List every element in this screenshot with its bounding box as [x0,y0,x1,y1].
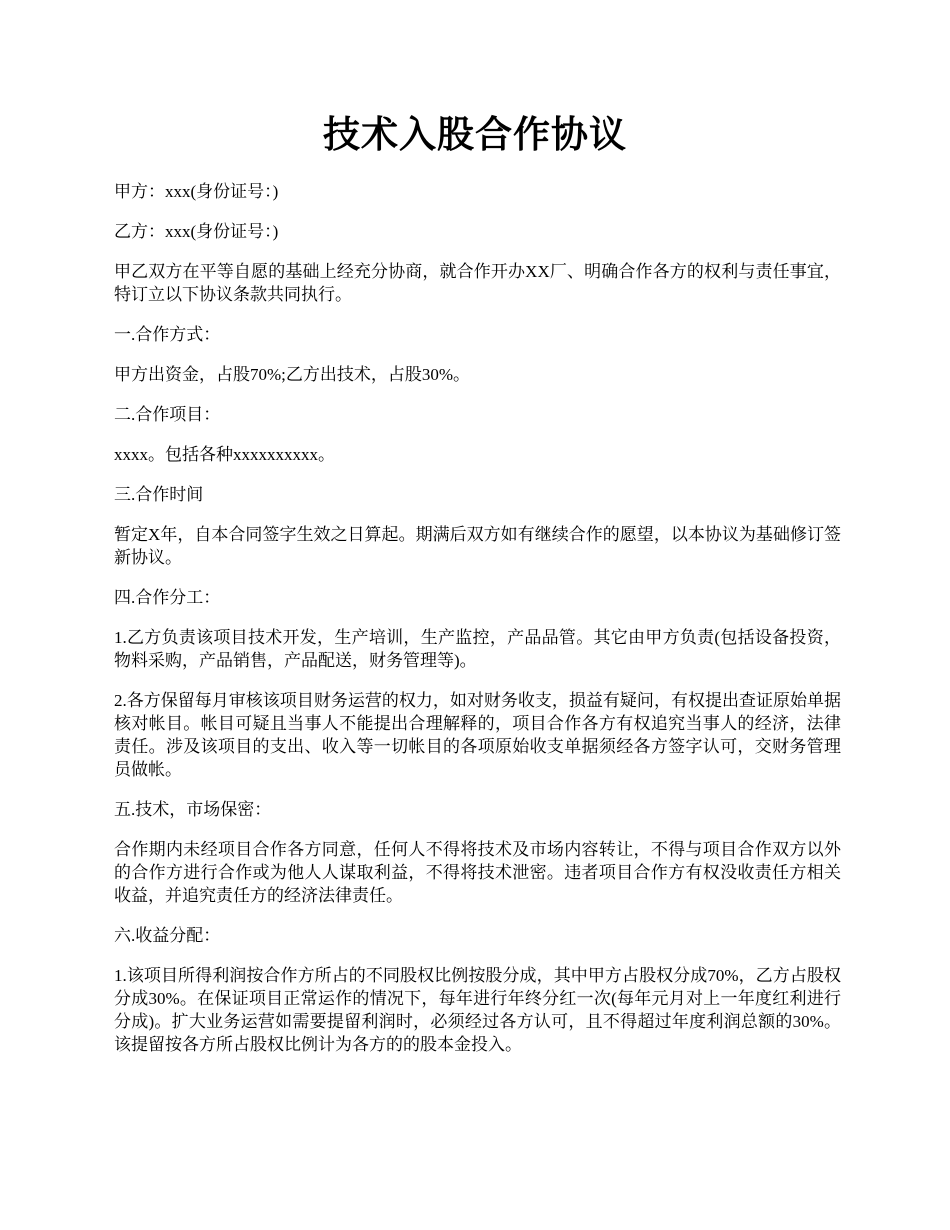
document-body [114,180,841,1073]
section-heading-5: 五.技术，市场保密： [114,800,272,819]
section-2-body: xxxx。包括各种xxxxxxxxxx。 [114,445,335,464]
preamble-paragraph: 甲乙双方在平等自愿的基础上经充分协商，就合作开办XX厂、明确合作各方的权利与责任事宜，特订立以下协议条款共同执行。 [114,262,841,304]
section-4-item-2: 2.各方保留每月审核该项目财务运营的权力，如对财务收支，损益有疑问，有权提出查证原始单据核对帐目。帐目可疑且当事人不能提出合理解释的，项目合作各方有权追究当事人的经济，法律责任。涉及该项目的支出、收入等一切帐目的各项原始收支单据须经各方签字认可，交财务管理员做帐。 [114,691,841,779]
section-4-item-1: 1.乙方负责该项目技术开发，生产培训，生产监控，产品品管。其它由甲方负责(包括设备投资，物料采购，产品销售，产品配送，财务管理等)。 [114,628,841,670]
section-5-body: 合作期内未经项目合作各方同意，任何人不得将技术及市场内容转让，不得与项目合作双方以外的合作方进行合作或为他人人谋取利益，不得将技术泄密。违者项目合作方有权没收责任方相关收益，并追究责任方的经济法律责任。 [114,840,841,905]
section-6-item-1: 1.该项目所得利润按合作方所占的不同股权比例按股分成，其中甲方占股权分成70%，乙方占股权分成30%。在保证项目正常运作的情况下，每年进行年终分红一次(每年元月对上一年度红利进行分成)。扩大业务运营如需要提留利润时，必须经过各方认可，且不得超过年度利润总额的30%。该提留按各方所占股权比例计为各方的的股本金投入。 [114,966,841,1054]
section-1-body: 甲方出资金，占股70%;乙方出技术，占股30%。 [114,365,471,384]
section-heading-2: 二.合作项目： [114,405,221,424]
section-heading-6: 六.收益分配： [114,926,221,945]
section-heading-3: 三.合作时间 [114,485,204,504]
section-3-body: 暂定X年，自本合同签字生效之日算起。期满后双方如有继续合作的愿望，以本协议为基础修订签新协议。 [114,525,841,567]
party-b-line: 乙方：xxx(身份证号：) [114,222,279,241]
document-title: 技术入股合作协议 [323,115,627,156]
party-a-line: 甲方：xxx(身份证号：) [114,182,279,201]
section-heading-1: 一.合作方式： [114,325,221,344]
section-heading-4: 四.合作分工： [114,588,221,607]
